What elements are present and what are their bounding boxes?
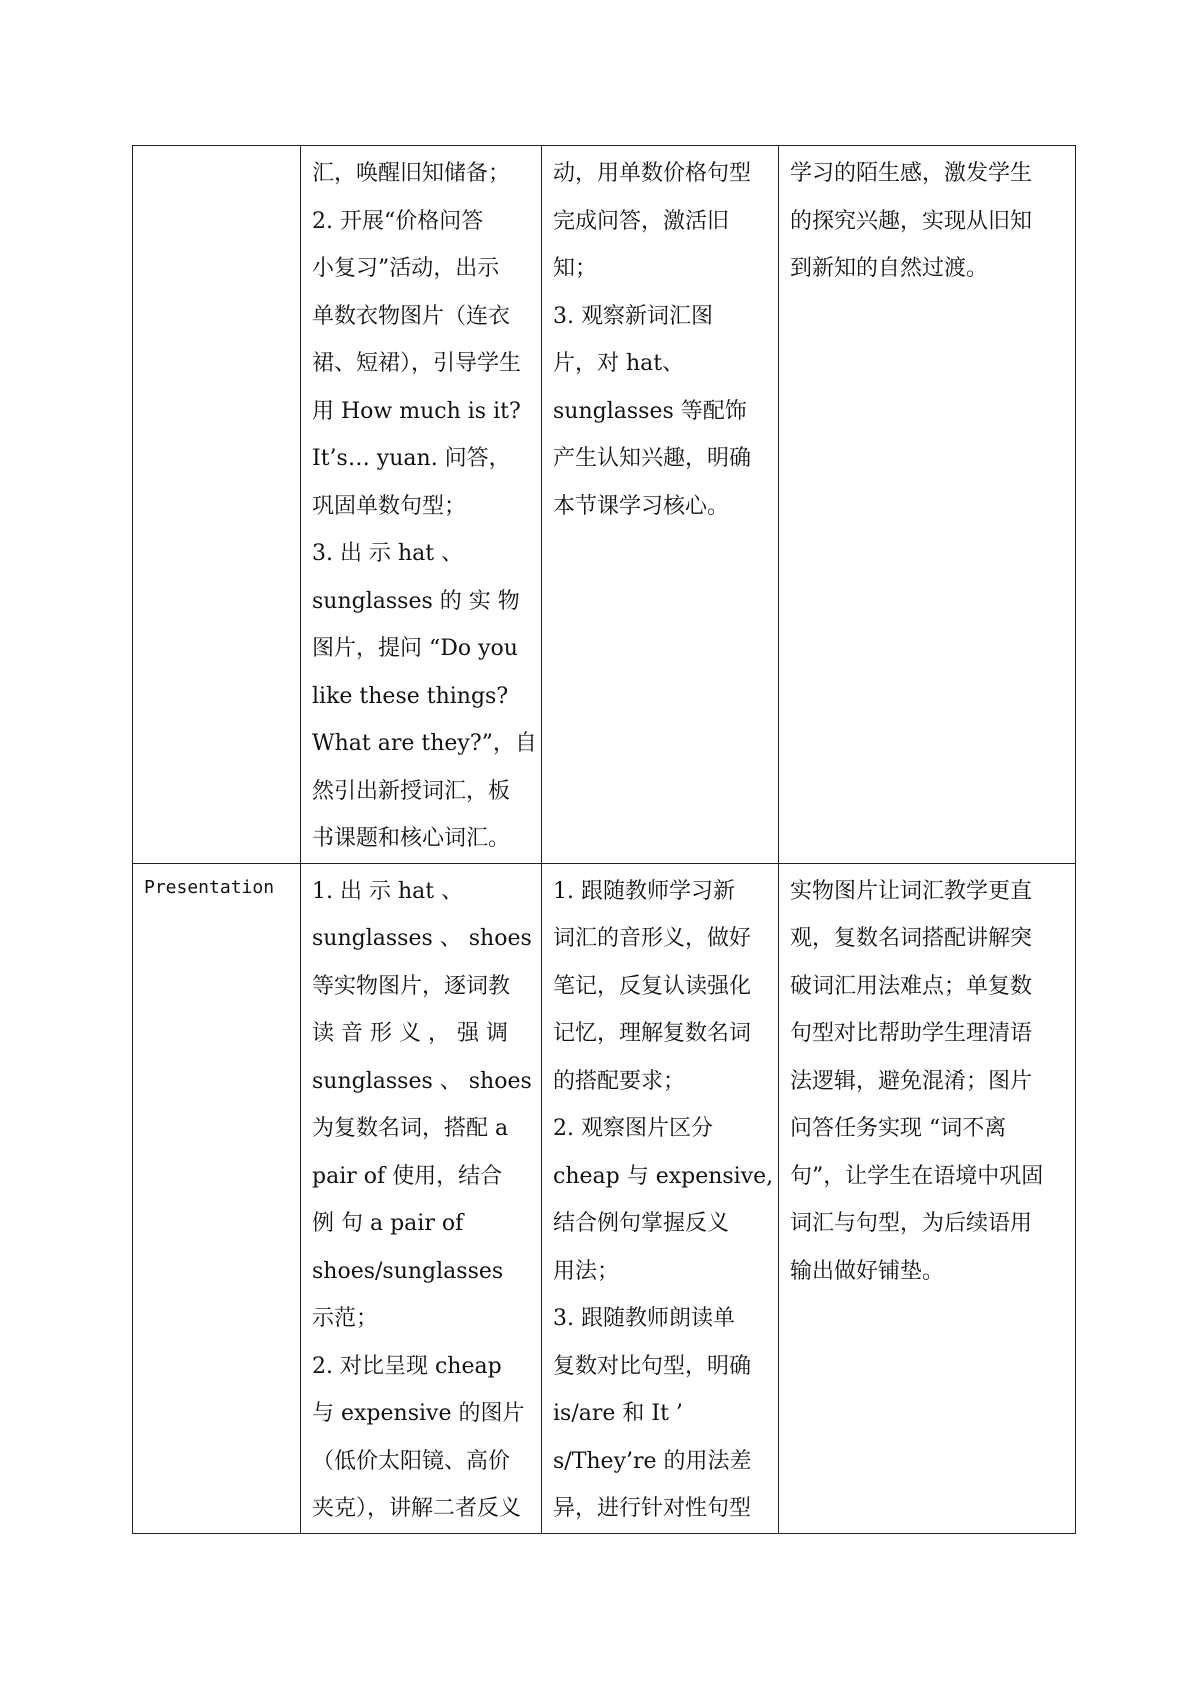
cell-line: sunglasses 、 shoes	[312, 926, 532, 951]
cell-line: 完成问答，激活旧	[553, 208, 730, 234]
cell-line: 裙、短裙），引导学生	[312, 351, 522, 376]
teacher-activity-cell	[301, 863, 542, 1533]
cell-line: 动，用单数价格句型	[553, 161, 752, 186]
design-intent-cell-text	[779, 146, 1075, 293]
cell-line: 的探究兴趣，实现从旧知	[790, 208, 1033, 234]
lesson-plan-body	[133, 146, 1076, 1534]
cell-line: 观，复数名词搭配讲解突	[790, 926, 1033, 951]
cell-line: cheap 与 expensive,	[553, 1163, 774, 1189]
cell-line: 等实物图片，逐词教	[312, 973, 511, 999]
cell-line: What are they?”，自	[312, 731, 537, 756]
cell-line: 2. 开展“价格问答	[312, 208, 484, 234]
cell-line: 的搭配要求；	[553, 1068, 686, 1094]
cell-line: 1. 出 示 hat 、	[312, 878, 464, 904]
student-activity-cell-text	[542, 146, 778, 530]
cell-line: 与 expensive 的图片	[312, 1401, 525, 1426]
cell-line: 读 音 形 义 ， 强 调	[312, 1021, 508, 1046]
cell-line: 输出做好铺垫。	[790, 1258, 945, 1284]
student-activity-cell-text	[542, 864, 778, 1533]
cell-line: s/They’re 的用法差	[553, 1448, 752, 1474]
cell-line: 汇，唤醒旧知储备；	[312, 161, 511, 186]
design-intent-cell	[779, 863, 1076, 1533]
cell-line: 然引出新授词汇，板	[312, 778, 511, 804]
teacher-activity-cell	[301, 146, 542, 864]
cell-line: 知；	[553, 256, 598, 281]
cell-line: 笔记，反复认读强化	[553, 973, 752, 999]
cell-line: 小复习”活动，出示	[312, 256, 500, 281]
cell-line: 夹克），讲解二者反义	[312, 1496, 522, 1521]
cell-line: is/are 和 It ’	[553, 1401, 683, 1426]
cell-line: 巩固单数句型；	[312, 493, 467, 519]
cell-line: 1. 跟随教师学习新	[553, 878, 735, 904]
cell-line: 书课题和核心词汇。	[312, 826, 511, 851]
teacher-activity-cell-text	[301, 864, 541, 1533]
cell-line: 图片，提问 “Do you	[312, 636, 518, 661]
cell-line: （低价太阳镜、高价	[312, 1448, 511, 1474]
cell-line: 3. 观察新词汇图	[553, 303, 713, 329]
cell-line: It’s… yuan. 问答，	[312, 446, 511, 471]
cell-line: 2. 观察图片区分	[553, 1116, 713, 1141]
cell-line: 记忆，理解复数名词	[553, 1021, 752, 1046]
table-row	[133, 146, 1076, 864]
stage-cell	[133, 146, 301, 864]
cell-line: 词汇与句型，为后续语用	[790, 1211, 1033, 1236]
cell-line: sunglasses 的 实 物	[312, 588, 520, 614]
cell-line: like these things?	[312, 683, 509, 709]
cell-line: 词汇的音形义，做好	[553, 926, 752, 951]
table-row	[133, 863, 1076, 1533]
cell-line: 实物图片让词汇教学更直	[790, 878, 1033, 904]
cell-line: 3. 出 示 hat 、	[312, 541, 464, 566]
cell-line: 3. 跟随教师朗读单	[553, 1306, 735, 1331]
cell-line: 复数对比句型，明确	[553, 1353, 752, 1379]
cell-line: 2. 对比呈现 cheap	[312, 1353, 502, 1379]
cell-line: 示范；	[312, 1306, 379, 1331]
stage-cell-text: Presentation	[144, 876, 275, 898]
cell-line: 为复数名词，搭配 a	[312, 1116, 509, 1141]
cell-line: sunglasses 等配饰	[553, 398, 747, 424]
cell-line: shoes/sunglasses	[312, 1258, 504, 1284]
cell-line: 句型对比帮助学生理清语	[790, 1021, 1033, 1046]
cell-line: 问答任务实现 “词不离	[790, 1116, 1007, 1141]
cell-line: 片，对 hat、	[553, 351, 685, 376]
cell-line: sunglasses 、 shoes	[312, 1068, 532, 1094]
cell-line: 异，进行针对性句型	[553, 1496, 752, 1521]
cell-line: 到新知的自然过渡。	[790, 256, 989, 281]
cell-line: 本节课学习核心。	[553, 493, 730, 519]
cell-line: 破词汇用法难点；单复数	[790, 973, 1033, 999]
stage-cell	[133, 863, 301, 1533]
cell-line: 用法；	[553, 1258, 620, 1284]
cell-line: 结合例句掌握反义	[553, 1211, 730, 1236]
lesson-plan-table	[132, 145, 1076, 1534]
design-intent-cell-text	[779, 864, 1075, 1296]
cell-line: pair of 使用，结合	[312, 1163, 503, 1189]
student-activity-cell	[542, 146, 779, 864]
design-intent-cell	[779, 146, 1076, 864]
cell-line: 法逻辑，避免混淆；图片	[790, 1068, 1033, 1094]
cell-line: 学习的陌生感，激发学生	[790, 161, 1033, 186]
cell-line: 单数衣物图片（连衣	[312, 303, 511, 329]
student-activity-cell	[542, 863, 779, 1533]
cell-line: 例 句 a pair of	[312, 1211, 464, 1236]
cell-line: 产生认知兴趣，明确	[553, 446, 752, 471]
cell-line: 用 How much is it?	[312, 398, 521, 424]
teacher-activity-cell-text	[301, 146, 541, 863]
cell-line: 句”，让学生在语境中巩固	[790, 1163, 1044, 1189]
